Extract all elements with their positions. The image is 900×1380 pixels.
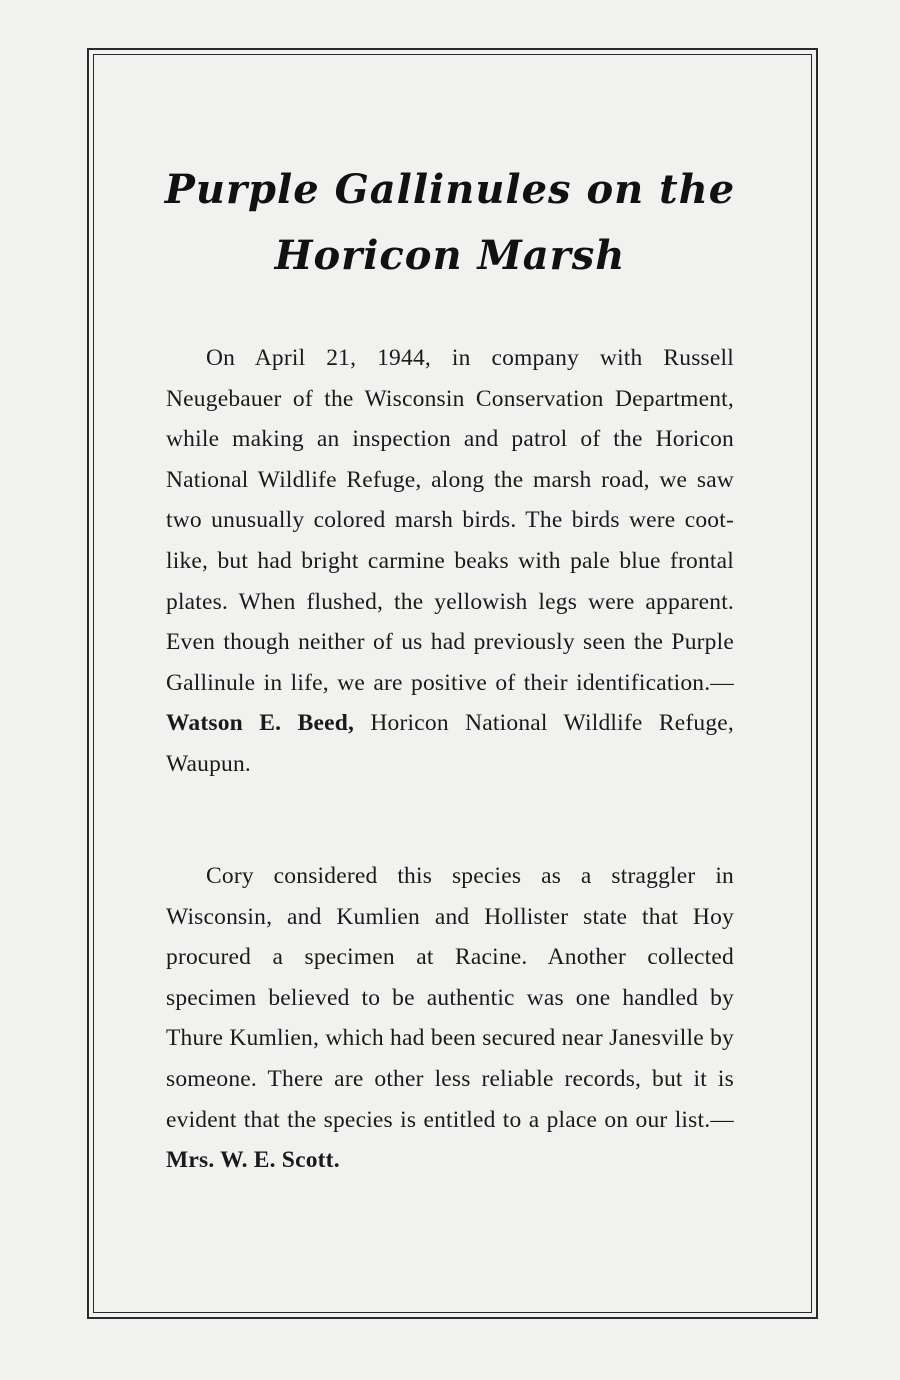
paragraph-1-text: On April 21, 1944, in company with Russell Neugebauer of the Wisconsin Conservation Department, while making an inspection and patrol of the Horicon National Wildlife Refuge, along the marsh road, we saw two unusually colored marsh birds. The birds were coot-like, but had bright carmine beaks with pale blue frontal plates. When flushed, the yellowish legs were apparent. Even though neither of us had previously seen the Purple Gallinule in life, we are positive of their identification.— — [166, 345, 734, 696]
author-signature-scott: Mrs. W. E. Scott. — [166, 1147, 340, 1174]
author-affiliation: Horicon National Wildlife Refuge, Waupun. — [166, 710, 734, 777]
author-signature-beed: Watson E. Beed, — [166, 710, 355, 737]
paragraph-sighting-report — [166, 338, 734, 785]
article-title-line-2: Horicon Marsh — [274, 232, 626, 279]
article-title-line-1: Purple Gallinules on the — [164, 166, 736, 213]
paragraph-2-text: Cory considered this species as a straggler in Wisconsin, and Kumlien and Hollister state that Hoy procured a specimen at Racine. Another collected specimen believed to be authentic was one handled by Thure Kumlien, which had been secured near Janesville by someone. There are other less reliable records, but it is evident that the species is entitled to a place on our list.— — [166, 863, 734, 1133]
paragraph-historical-records — [166, 856, 734, 1181]
